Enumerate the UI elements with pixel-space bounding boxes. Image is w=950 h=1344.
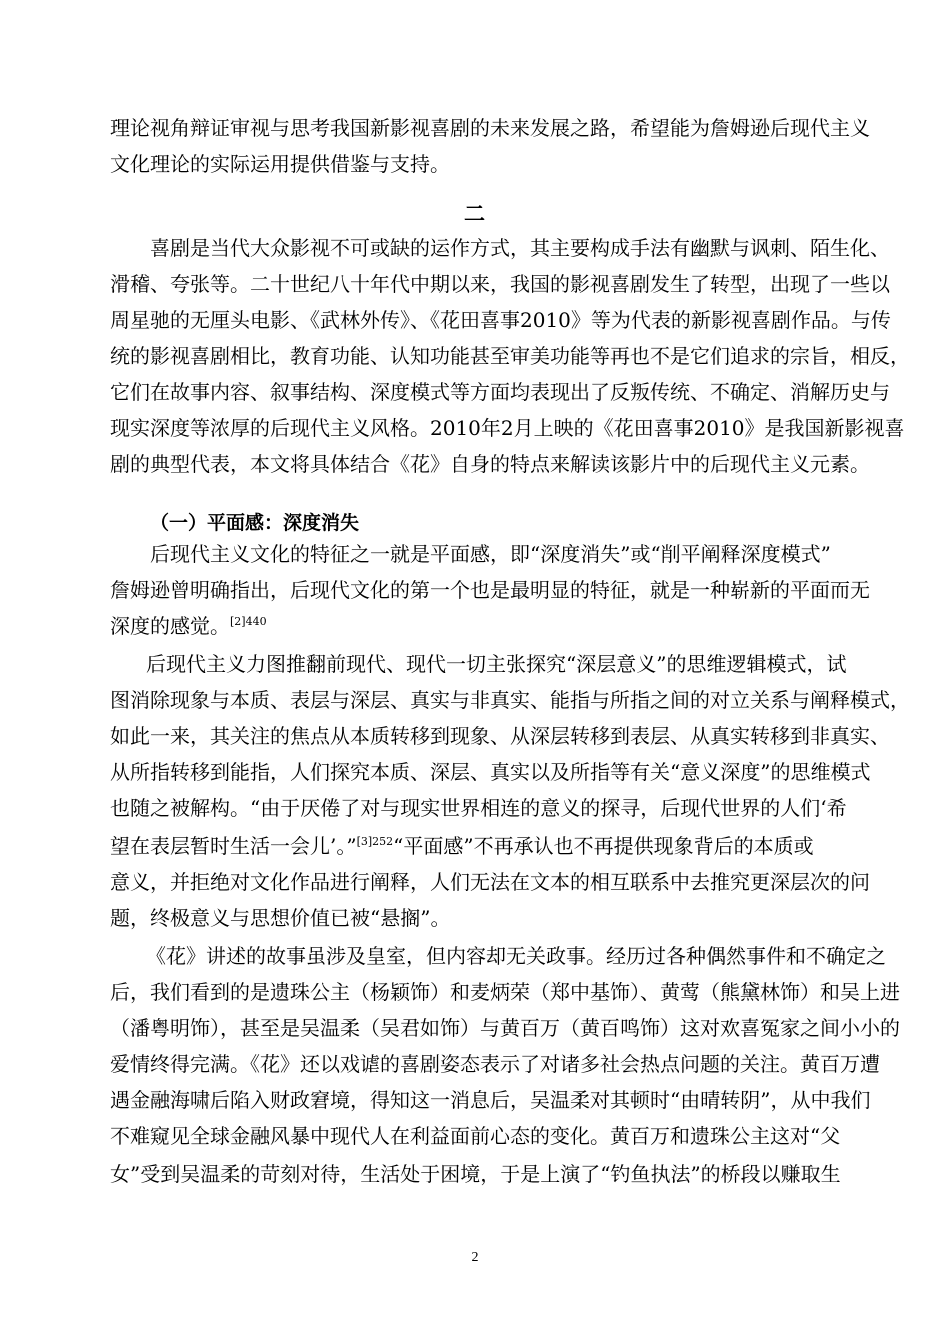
text-line — [110, 834, 814, 858]
text-line: 滑稽、夸张等。二十世纪八十年代中期以来，我国的影视喜剧发生了转型，出现了一些以 — [110, 272, 890, 296]
text-line: 图消除现象与本质、表层与深层、真实与非真实、能指与所指之间的对立关系与阐释模式， — [110, 688, 910, 712]
text-line — [110, 614, 267, 638]
text-line: 题，终极意义与思想价值已被“悬搁”。 — [110, 906, 451, 930]
text-line: 后，我们看到的是遗珠公主（杨颖饰）和麦炳荣（郑中基饰）、黄莺（熊黛林饰）和吴上进 — [110, 980, 900, 1004]
text-line: 女”受到吴温柔的苛刻对待，生活处于困境，于是上演了“钓鱼执法”的桥段以赚取生 — [110, 1162, 841, 1186]
text-line: 文化理论的实际运用提供借鉴与支持。 — [110, 152, 450, 176]
text-line: 意义，并拒绝对文化作品进行阐释，人们无法在文本的相互联系中去推究更深层次的问 — [110, 870, 870, 894]
section-heading: 二 — [464, 202, 485, 226]
text-line: 剧的典型代表，本文将具体结合《花》自身的特点来解读该影片中的后现代主义元素。 — [110, 452, 870, 476]
subsection-heading: （一）平面感：深度消失 — [150, 512, 360, 534]
text-line: 理论视角辩证审视与思考我国新影视喜剧的未来发展之路，希望能为詹姆逊后现代主义 — [110, 116, 870, 140]
text-line: 遇金融海啸后陷入财政窘境，得知这一消息后，吴温柔对其顿时“由晴转阴”，从中我们 — [110, 1088, 871, 1112]
text-line: 从所指转移到能指，人们探究本质、深层、真实以及所指等有关“意义深度”的思维模式 — [110, 760, 871, 784]
text-fragment: 深度的感觉。 — [110, 614, 230, 638]
text-line: 也随之被解构。“由于厌倦了对与现实世界相连的意义的探寻，后现代世界的人们‘希 — [110, 796, 847, 820]
text-line: 它们在故事内容、叙事结构、深度模式等方面均表现出了反叛传统、不确定、消解历史与 — [110, 380, 890, 404]
text-line: 周星驰的无厘头电影、《武林外传》、《花田喜事2010》等为代表的新影视喜剧作品。与传 — [110, 308, 891, 332]
text-line: 不难窥见全球金融风暴中现代人在利益面前心态的变化。黄百万和遗珠公主这对“父 — [110, 1124, 841, 1148]
citation: [3]252 — [356, 835, 394, 848]
text-line: 后现代主义文化的特征之一就是平面感，即“深度消失”或“削平阐释深度模式” — [150, 542, 831, 566]
text-line: 统的影视喜剧相比，教育功能、认知功能甚至审美功能等再也不是它们追求的宗旨，相反， — [110, 344, 910, 368]
text-line: （潘粤明饰），甚至是吴温柔（吴君如饰）与黄百万（黄百鸣饰）这对欢喜冤家之间小小的 — [110, 1016, 900, 1040]
text-line: 《花》讲述的故事虽涉及皇室，但内容却无关政事。经历过各种偶然事件和不确定之 — [146, 944, 886, 968]
citation: [2]440 — [230, 615, 267, 628]
text-line: 爱情终得完满。《花》还以戏谑的喜剧姿态表示了对诸多社会热点问题的关注。黄百万遭 — [110, 1052, 880, 1076]
text-fragment: “平面感”不再承认也不再提供现象背后的本质或 — [393, 834, 814, 858]
text-line: 喜剧是当代大众影视不可或缺的运作方式，其主要构成手法有幽默与讽刺、陌生化、 — [150, 236, 890, 260]
text-fragment: 望在表层暂时生活一会儿’。” — [110, 834, 357, 858]
text-line: 后现代主义力图推翻前现代、现代一切主张探究“深层意义”的思维逻辑模式，试 — [146, 652, 847, 676]
text-line: 詹姆逊曾明确指出，后现代文化的第一个也是最明显的特征，就是一种崭新的平面而无 — [110, 578, 870, 602]
text-line: 现实深度等浓厚的后现代主义风格。2010年2月上映的《花田喜事2010》是我国新影视喜 — [110, 416, 905, 440]
page-number: 2 — [471, 1250, 479, 1265]
text-line: 如此一来，其关注的焦点从本质转移到现象、从深层转移到表层、从真实转移到非真实、 — [110, 724, 890, 748]
